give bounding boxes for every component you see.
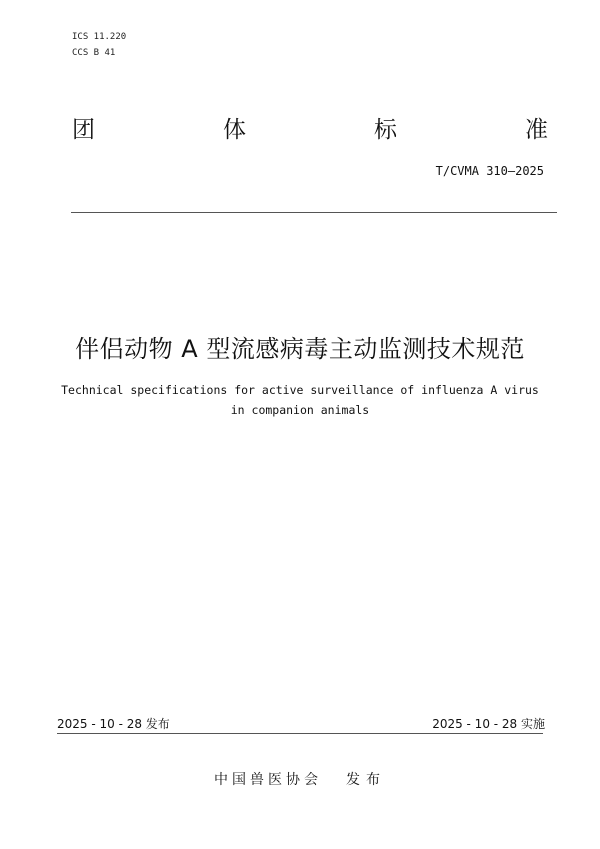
english-title-line-2: in companion animals [230, 403, 370, 417]
standard-type-char: 体 [223, 117, 246, 143]
ccs-code: CCS B 41 [72, 48, 116, 58]
footer-divider [57, 733, 543, 734]
standard-type-char: 准 [525, 117, 548, 143]
standard-type-char: 团 [72, 117, 95, 143]
ics-code: ICS 11.220 [72, 32, 127, 42]
issue-date: 2025 - 10 - 28 发布 [57, 717, 170, 731]
publisher-action: 发布 [346, 772, 386, 788]
header-divider [71, 212, 557, 213]
standard-type-heading [72, 113, 548, 147]
document-title-english [0, 380, 600, 420]
english-title-line-1: Technical specifications for active surveillance of influenza A virus [61, 383, 539, 397]
publisher-organization: 中国兽医协会 [214, 772, 322, 788]
standard-type-char: 标 [374, 117, 397, 143]
implementation-date: 2025 - 10 - 28 实施 [432, 717, 545, 731]
document-title-chinese: 伴侣动物 A 型流感病毒主动监测技术规范 [75, 335, 525, 363]
classification-codes [72, 29, 126, 61]
standard-number: T/CVMA 310—2025 [435, 164, 544, 178]
publisher-line [0, 770, 600, 790]
